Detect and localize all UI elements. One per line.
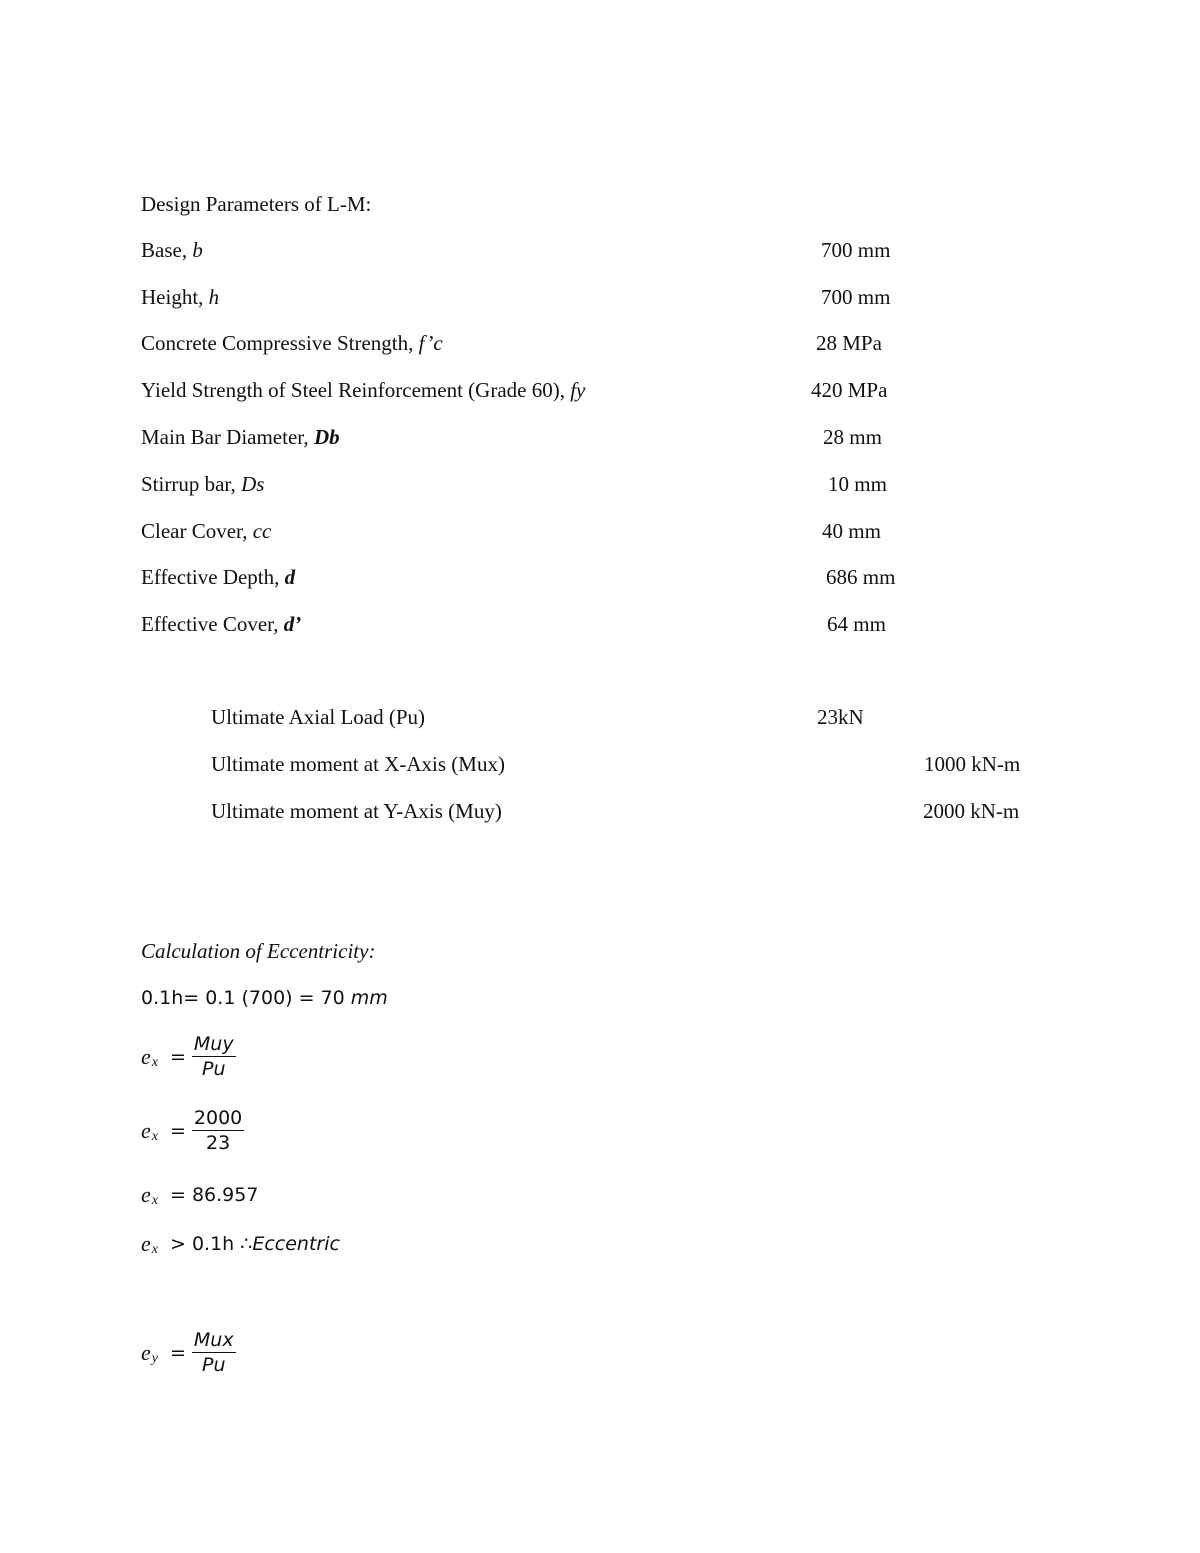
param-label-d: Effective Depth, d	[141, 565, 296, 589]
param-symbol: d’	[283, 612, 302, 636]
fraction: $\frac{\text{Mux}}{Pu}$	[193, 1329, 234, 1376]
param-value-ds: 10 mm	[828, 472, 887, 496]
param-symbol: cc	[252, 519, 272, 543]
calc-heading: Calculation of Eccentricity:	[141, 939, 376, 963]
load-label-mux: Ultimate moment at X-Axis (Mux)	[211, 752, 505, 776]
param-label-ds: Stirrup bar, Ds	[141, 472, 265, 496]
param-value-base: 700 mm	[821, 238, 891, 262]
param-value-cc: 40 mm	[822, 519, 881, 543]
limit-equation: 0.1h= 0.1 (700) = 70 mm	[141, 987, 388, 1009]
param-value-db: 28 mm	[823, 425, 882, 449]
param-symbol: fy	[570, 378, 586, 402]
ex-formula: e x = $\frac{\text{Muy}}{Pu}$	[141, 1033, 234, 1080]
param-label-db: Main Bar Diameter, Db	[141, 425, 340, 449]
ey-formula: e y = $\frac{\text{Mux}}{Pu}$	[141, 1329, 234, 1376]
param-value-fc: 28 MPa	[816, 331, 882, 355]
load-label-pu: Ultimate Axial Load (Pu)	[211, 705, 426, 729]
load-value-pu: 23kN	[817, 705, 864, 729]
param-value-dprime: 64 mm	[827, 612, 886, 636]
param-symbol: h	[208, 285, 220, 309]
section-heading: Design Parameters of L-M:	[141, 192, 372, 216]
ex-result: e x = 86.957	[141, 1182, 259, 1208]
param-symbol: d	[284, 565, 296, 589]
param-symbol: b	[192, 238, 203, 262]
param-label-fy: Yield Strength of Steel Reinforcement (Grade 60), fy	[141, 378, 586, 402]
param-label-dprime: Effective Cover, d’	[141, 612, 302, 636]
param-symbol: Ds	[241, 472, 265, 496]
load-label-muy: Ultimate moment at Y-Axis (Muy)	[211, 799, 502, 823]
ex-comparison: e x > 0.1h ∴ Eccentric	[141, 1231, 340, 1257]
param-symbol: Db	[313, 425, 340, 449]
param-value-fy: 420 MPa	[811, 378, 888, 402]
param-label-height: Height, h	[141, 285, 220, 309]
load-value-muy: 2000 kN-m	[923, 799, 1020, 823]
fraction: $\frac{2000}{23}$	[193, 1107, 243, 1154]
param-label-cc: Clear Cover, cc	[141, 519, 272, 543]
param-value-height: 700 mm	[821, 285, 891, 309]
param-label-fc: Concrete Compressive Strength, f’c	[141, 331, 443, 355]
fraction: $\frac{\text{Muy}}{Pu}$	[193, 1033, 234, 1080]
load-value-mux: 1000 kN-m	[924, 752, 1021, 776]
ex-substitution: e x = $\frac{2000}{23}$	[141, 1107, 243, 1154]
param-value-d: 686 mm	[826, 565, 896, 589]
param-label-base: Base, b	[141, 238, 203, 262]
param-symbol: f’c	[418, 331, 443, 355]
